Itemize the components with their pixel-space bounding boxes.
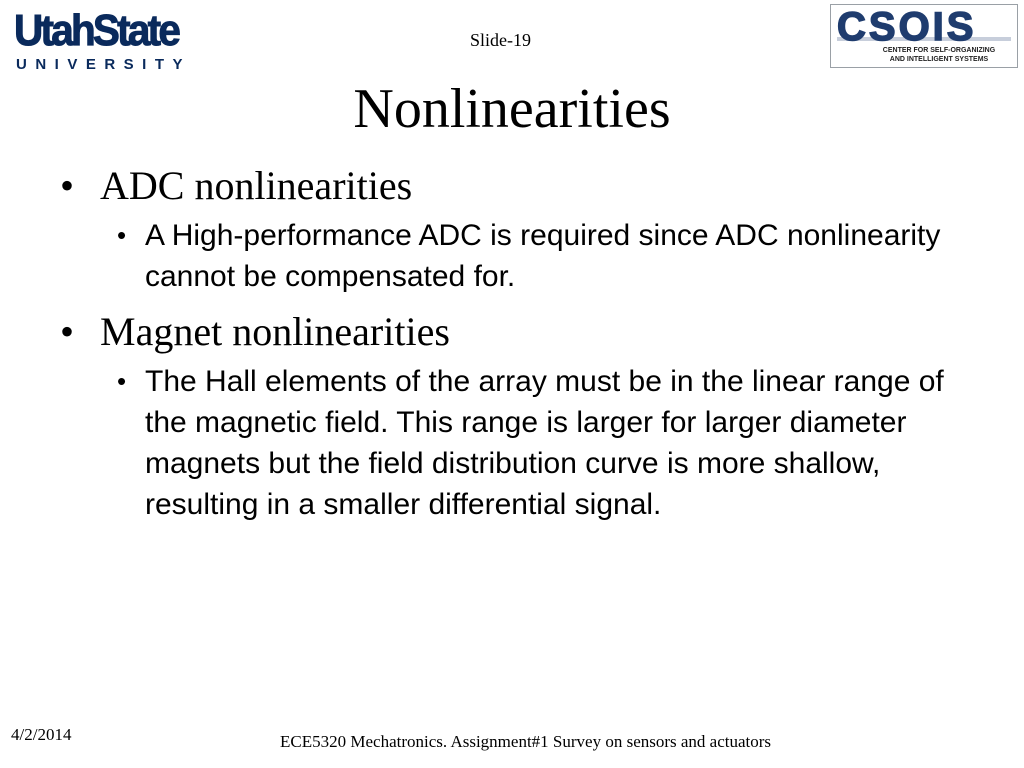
bullet-dot-icon: • — [60, 309, 75, 354]
csois-logo — [830, 4, 1018, 68]
csois-subtitle-line-1: CENTER FOR SELF-ORGANIZING — [882, 47, 996, 54]
bullet-dot-icon: • — [117, 366, 127, 396]
slide-number: Slide-19 — [470, 30, 531, 50]
slide-title: Nonlinearities — [353, 78, 671, 140]
bullet-list — [60, 163, 960, 525]
bullet-dot-icon: • — [117, 220, 127, 250]
csois-logo-wordmark: CSOIS — [837, 5, 977, 49]
bullet-adc-nonlinearities — [60, 163, 960, 209]
utah-state-university-logo — [12, 8, 202, 74]
bullet-dot-icon: • — [60, 163, 75, 208]
bullet-text: Magnet nonlinearities — [100, 309, 450, 354]
usu-logo-subtitle: UNIVERSITY — [16, 56, 192, 73]
sub-bullet-text: A High-performance ADC is required since ADC nonlinearity cannot be compensated for. — [145, 219, 941, 293]
usu-logo-wordmark: UtahState — [14, 6, 179, 55]
csois-subtitle-line-2: AND INTELLIGENT SYSTEMS — [889, 56, 989, 63]
footer-date: 4/2/2014 — [11, 725, 72, 744]
sub-bullet-text: The Hall elements of the array must be in the linear range of the magnetic field. This range is larger for larger diameter magnets but the field distribution curve is more shallow, resulting in a smaller differential signal. — [145, 365, 944, 521]
footer-text: ECE5320 Mechatronics. Assignment#1 Survey on sensors and actuators — [280, 732, 772, 751]
sub-bullet-adc — [115, 215, 960, 297]
csois-logo-subtitle — [869, 46, 1009, 64]
bullet-text: ADC nonlinearities — [100, 163, 413, 208]
bullet-magnet-nonlinearities — [60, 309, 960, 355]
sub-bullet-magnet — [115, 361, 960, 525]
